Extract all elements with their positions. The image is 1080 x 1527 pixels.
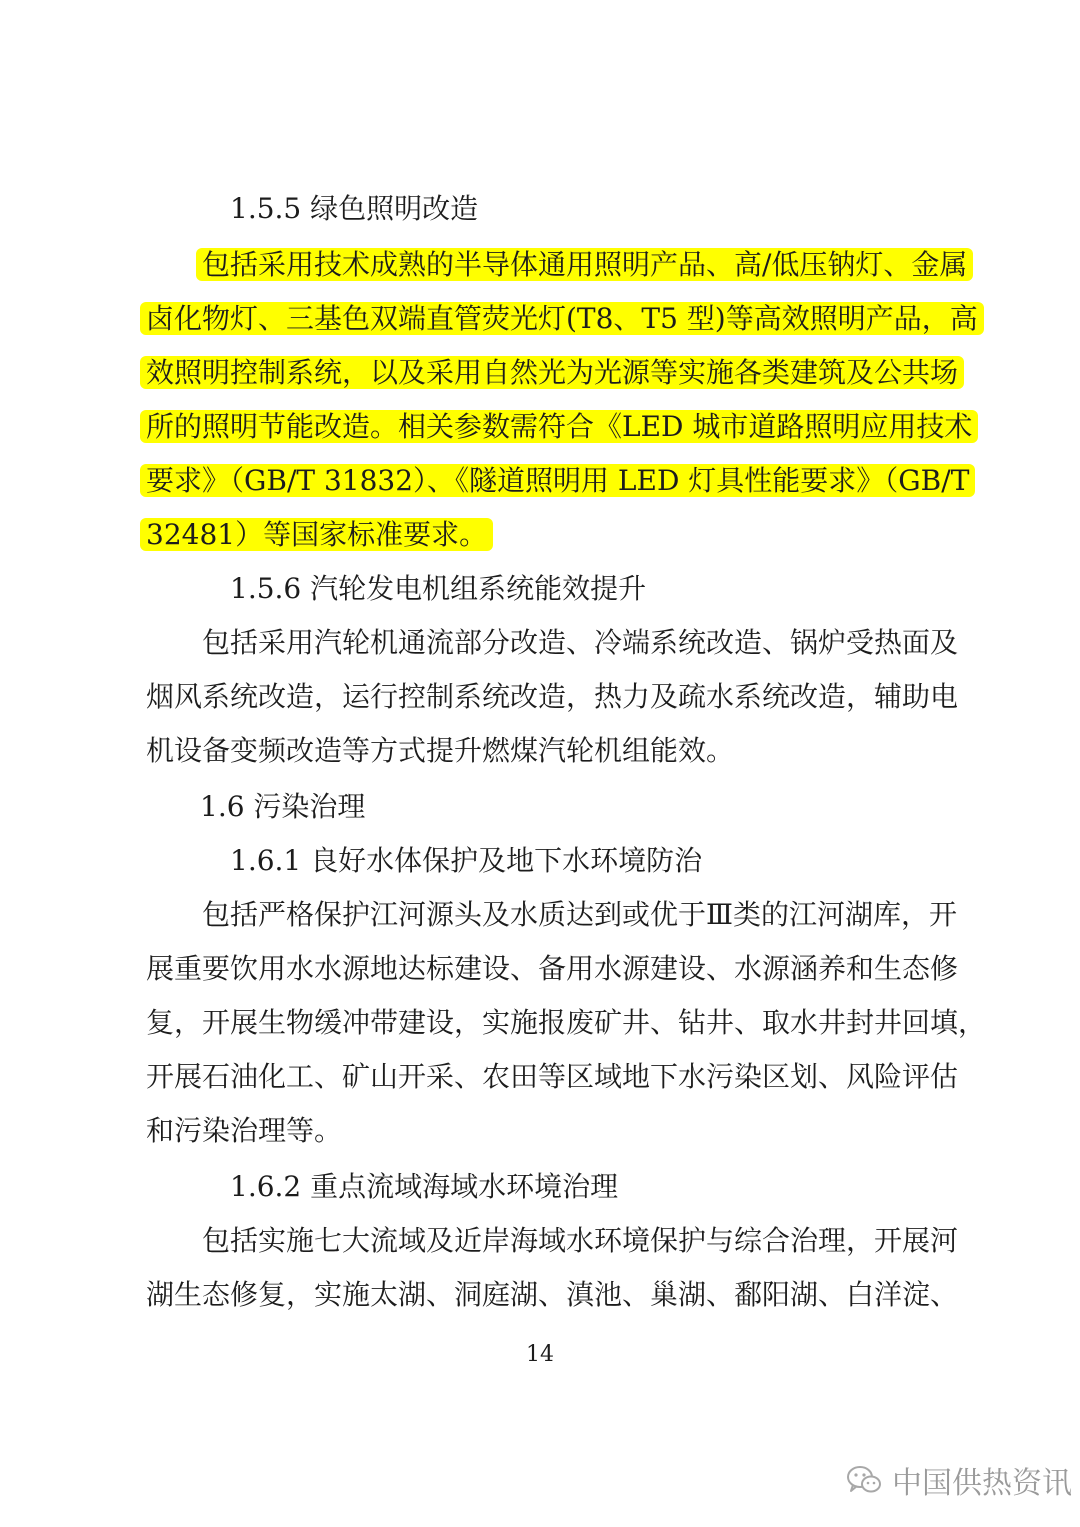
section-heading-1-5-6: 1.5.6 汽轮发电机组系统能效提升 [230,572,647,605]
section-heading-1-5-5: 1.5.5 绿色照明改造 [230,192,479,225]
paragraph-line: 湖生态修复，实施太湖、洞庭湖、滇池、巢湖、鄱阳湖、白洋淀、 [146,1278,959,1311]
highlighted-text: 所的照明节能改造。相关参数需符合《LED 城市道路照明应用技术 [140,410,978,443]
paragraph-line [146,292,978,346]
paragraph-line: 机设备变频改造等方式提升燃煤汽轮机组能效。 [146,734,735,767]
paragraph-line: 复，开展生物缓冲带建设，实施报废矿井、钻井、取水井封井回填， [146,1006,987,1039]
paragraph-line: 开展石油化工、矿山开采、农田等区域地下水污染区划、风险评估 [146,1060,959,1093]
paragraph-line: 包括采用汽轮机通流部分改造、冷端系统改造、锅炉受热面及 [202,626,959,659]
paragraph-line: 和污染治理等。 [146,1114,343,1147]
paragraph-line [146,508,936,562]
watermark [846,1458,1072,1502]
highlighted-text: 效照明控制系统，以及采用自然光为光源等实施各类建筑及公共场 [140,356,964,389]
paragraph-line [146,454,970,508]
highlighted-text: 32481）等国家标准要求。 [140,518,493,551]
paragraph-line: 包括实施七大流域及近岸海域水环境保护与综合治理，开展河 [202,1224,959,1257]
paragraph-line: 展重要饮用水水源地达标建设、备用水源建设、水源涵养和生态修 [146,952,959,985]
highlighted-text: 包括采用技术成熟的半导体通用照明产品、高/低压钠灯、金属 [196,248,973,281]
section-heading-1-6-2: 1.6.2 重点流域海域水环境治理 [230,1170,619,1203]
paragraph-line [202,238,968,292]
paragraph-line [146,400,973,454]
wechat-icon [846,1465,882,1495]
section-heading-1-6: 1.6 污染治理 [200,790,366,823]
paragraph-line: 烟风系统改造，运行控制系统改造，热力及疏水系统改造，辅助电 [146,680,959,713]
highlighted-text: 卤化物灯、三基色双端直管荧光灯(T8、T5 型)等高效照明产品，高 [140,302,984,335]
section-heading-1-6-1: 1.6.1 良好水体保护及地下水环境防治 [230,844,703,877]
page-number: 14 [526,1342,554,1367]
paragraph-line: 包括严格保护江河源头及水质达到或优于Ⅲ类的江河湖库，开 [202,898,958,931]
paragraph-line [146,346,959,400]
watermark-text: 中国供热资讯 [892,1466,1072,1501]
highlighted-text: 要求》（GB/T 31832）、《隧道照明用 LED 灯具性能要求》（GB/T [140,464,975,497]
